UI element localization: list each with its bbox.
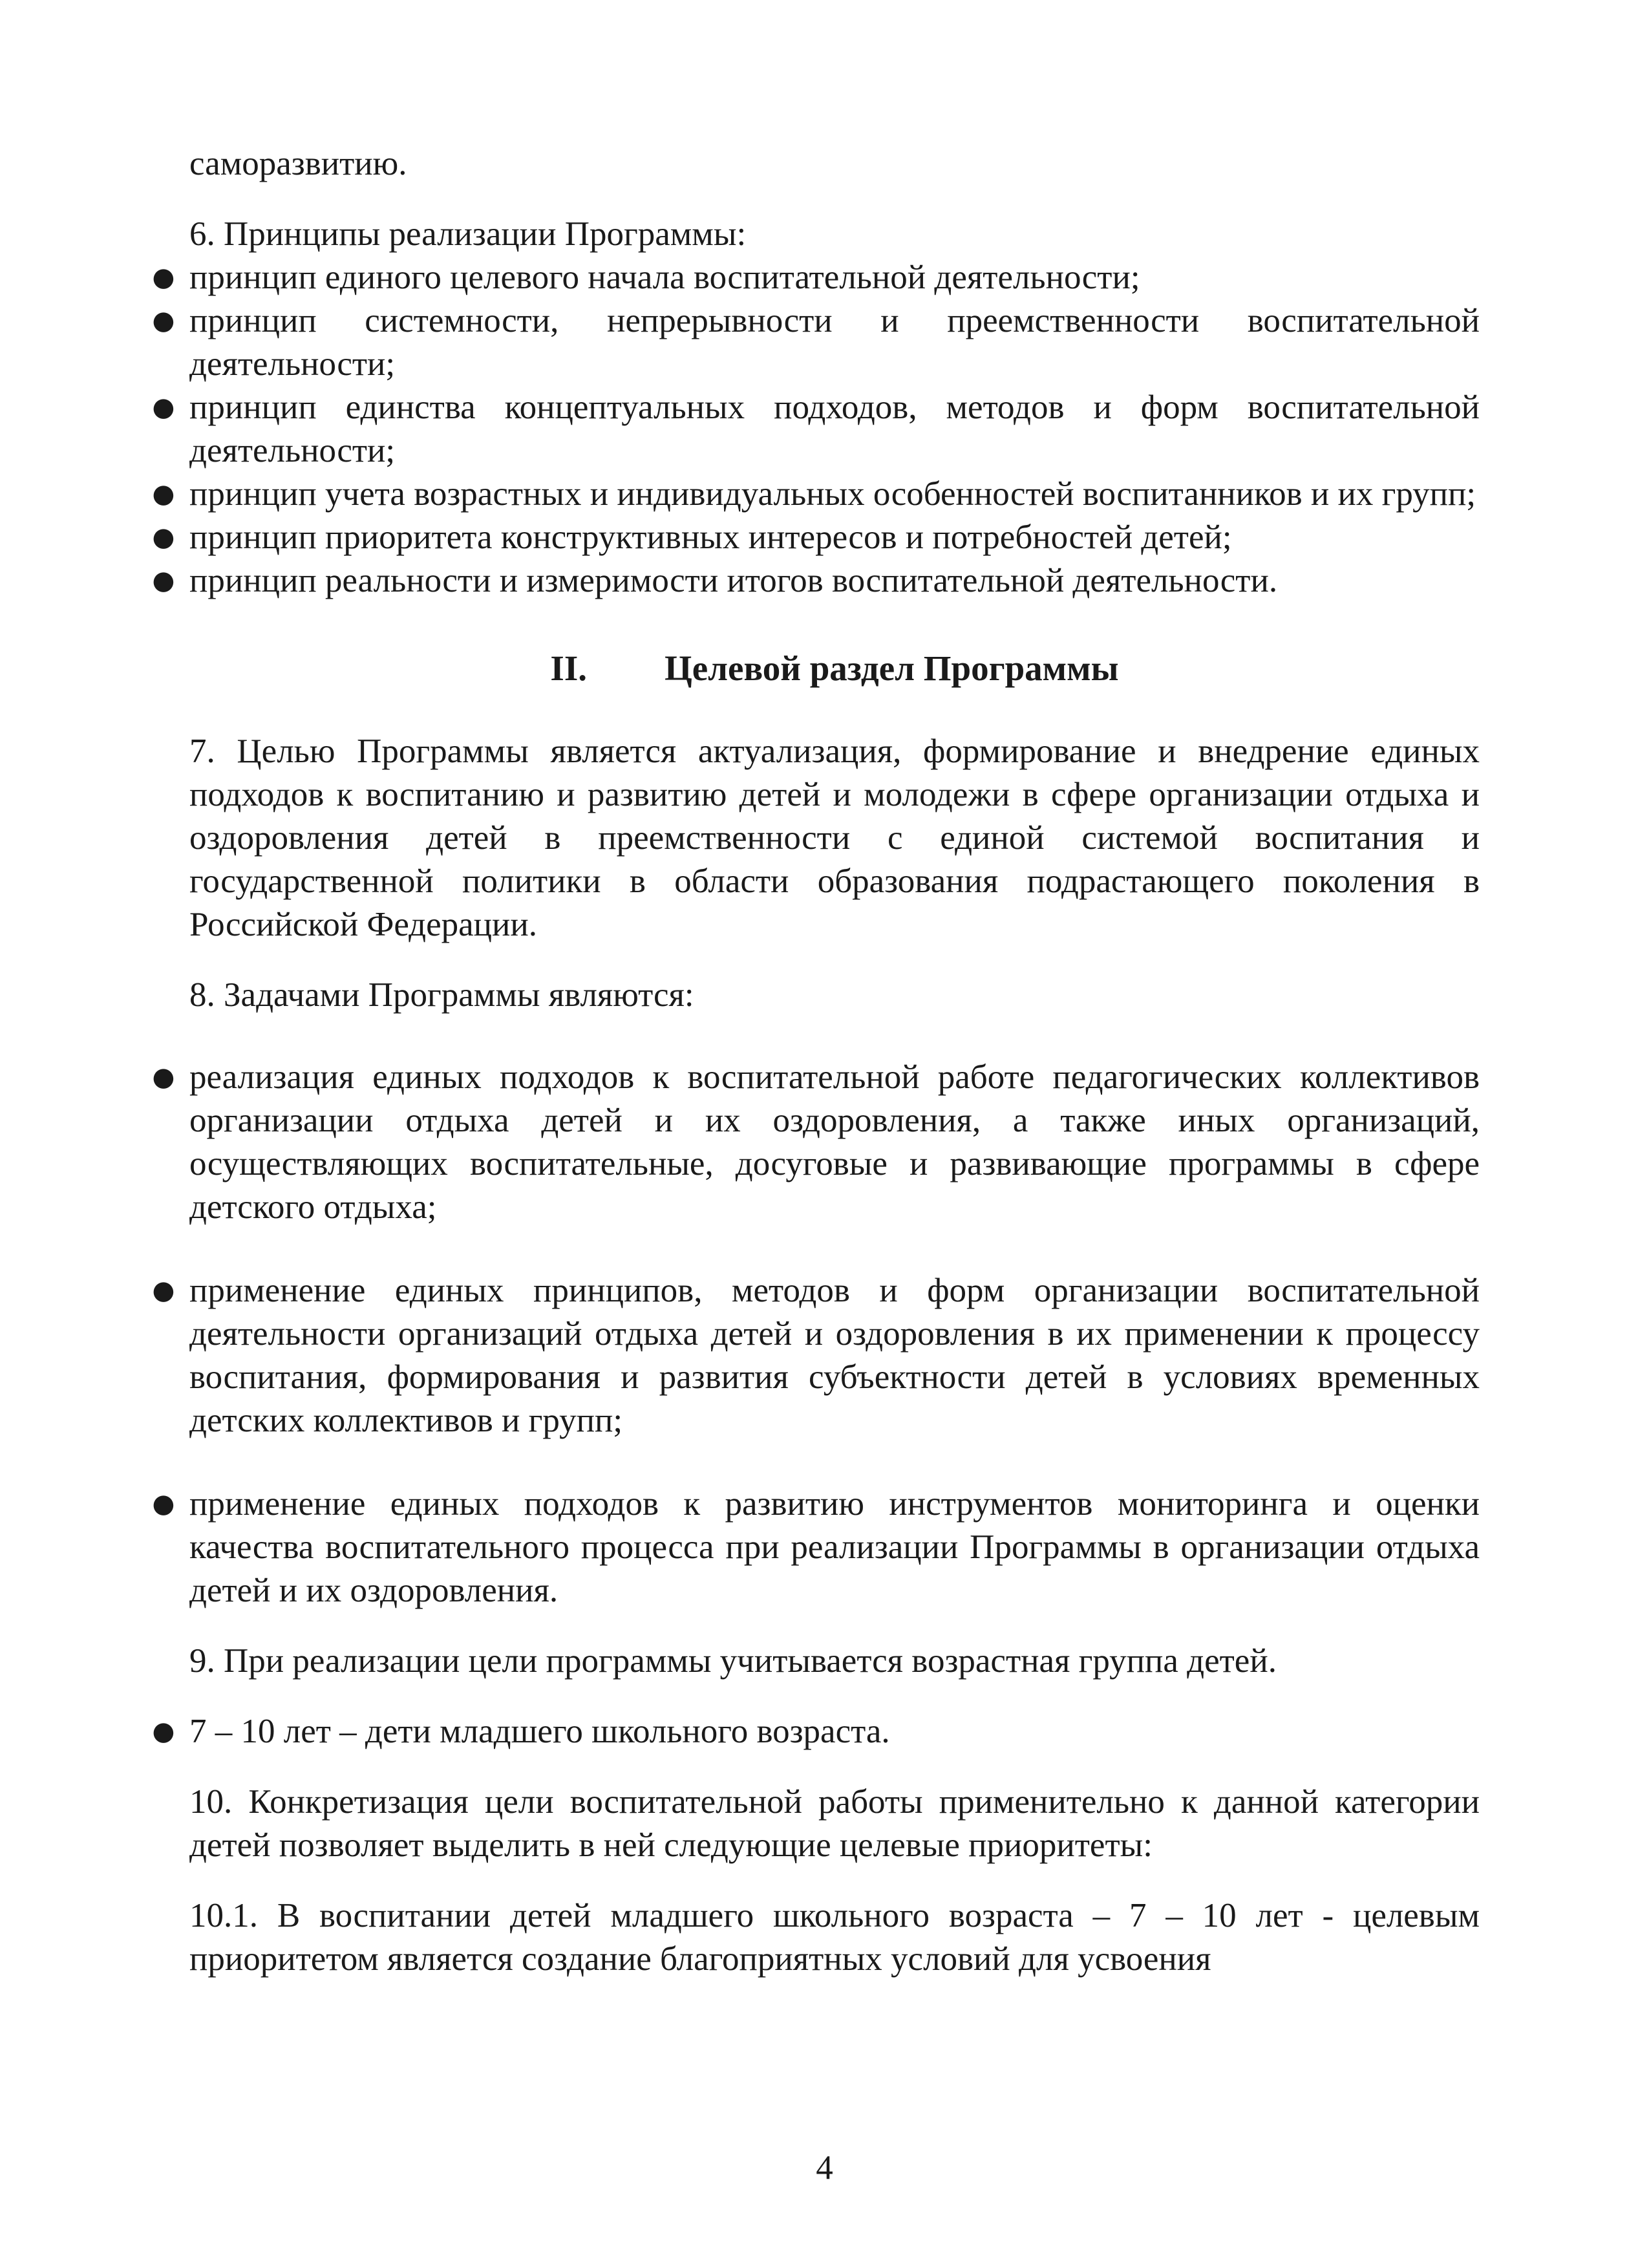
item9-lead: 9. При реализации цели программы учитывается возрастная группа детей. [189, 1642, 1277, 1680]
item6-principles-list [152, 256, 1480, 603]
list-item: ● принцип учета возрастных и индивидуальных особенностей воспитанников и их групп; [189, 473, 1480, 516]
section-title: Целевой раздел Программы [664, 648, 1119, 688]
bullet-icon: ● [152, 1489, 175, 1519]
list-item: ● принцип единства концептуальных подходов, методов и форм воспитательной деятельности; [189, 386, 1480, 473]
intro-tail-paragraph: саморазвитию. [189, 145, 407, 182]
bullet-icon: ● [152, 1717, 175, 1746]
list-item: ● принцип реальности и измеримости итогов воспитательной деятельности. [189, 559, 1480, 603]
list-item: ● принцип системности, непрерывности и преемственности воспитательной деятельности; [189, 299, 1480, 386]
item7-paragraph: 7. Целью Программы является актуализация, формирование и внедрение единых подходов к воспитанию и развитию детей и молодежи в сфере организации отдыха и оздоровления детей в преемственности с единой системой воспитания и государственной политики в области образования подрастающего поколения в Российской Федерации. [189, 733, 1480, 943]
bullet-icon: ● [152, 479, 175, 509]
item10-paragraph: 10. Конкретизация цели воспитательной работы применительно к данной категории детей позволяет выделить в ней следующие целевые приоритеты: [189, 1783, 1480, 1864]
bullet-icon: ● [152, 522, 175, 552]
bullet-icon: ● [152, 1062, 175, 1092]
section-heading [189, 647, 1480, 690]
bullet-icon: ● [152, 306, 175, 336]
list-item: ● применение единых подходов к развитию инструментов мониторинга и оценки качества воспитательного процесса при реализации Программы в организации отдыха детей и их оздоровления. [189, 1482, 1480, 1612]
list-item: ● принцип приоритета конструктивных интересов и потребностей детей; [189, 516, 1480, 559]
list-item: ● применение единых принципов, методов и форм организации воспитательной деятельности организаций отдыха детей и оздоровления в их применении к процессу воспитания, формирования и развития субъектности детей в условиях временных детских коллективов и групп; [189, 1269, 1480, 1442]
page-content [152, 142, 1480, 1981]
list-item: ● 7 – 10 лет – дети младшего школьного возраста. [189, 1710, 1480, 1753]
item8-tasks-list [152, 1056, 1480, 1612]
bullet-icon: ● [152, 566, 175, 595]
bullet-icon: ● [152, 262, 175, 292]
page-number: 4 [816, 2149, 833, 2187]
item6-lead: 6. Принципы реализации Программы: [189, 215, 747, 253]
item9-age-list [152, 1710, 1480, 1753]
item8-lead: 8. Задачами Программы являются: [189, 976, 694, 1014]
bullet-icon: ● [152, 392, 175, 422]
list-item: ● принцип единого целевого начала воспитательной деятельности; [189, 256, 1480, 299]
item10-1-paragraph: 10.1. В воспитании детей младшего школьного возраста – 7 – 10 лет - целевым приоритетом является создание благоприятных условий для усвоения [189, 1897, 1480, 1978]
bullet-icon: ● [152, 1276, 175, 1305]
section-number: II. [550, 648, 587, 688]
list-item: ● реализация единых подходов к воспитательной работе педагогических коллективов организации отдыха детей и их оздоровления, а также иных организаций, осуществляющих воспитательные, досуговые и развивающие программы в сфере детского отдыха; [189, 1056, 1480, 1229]
